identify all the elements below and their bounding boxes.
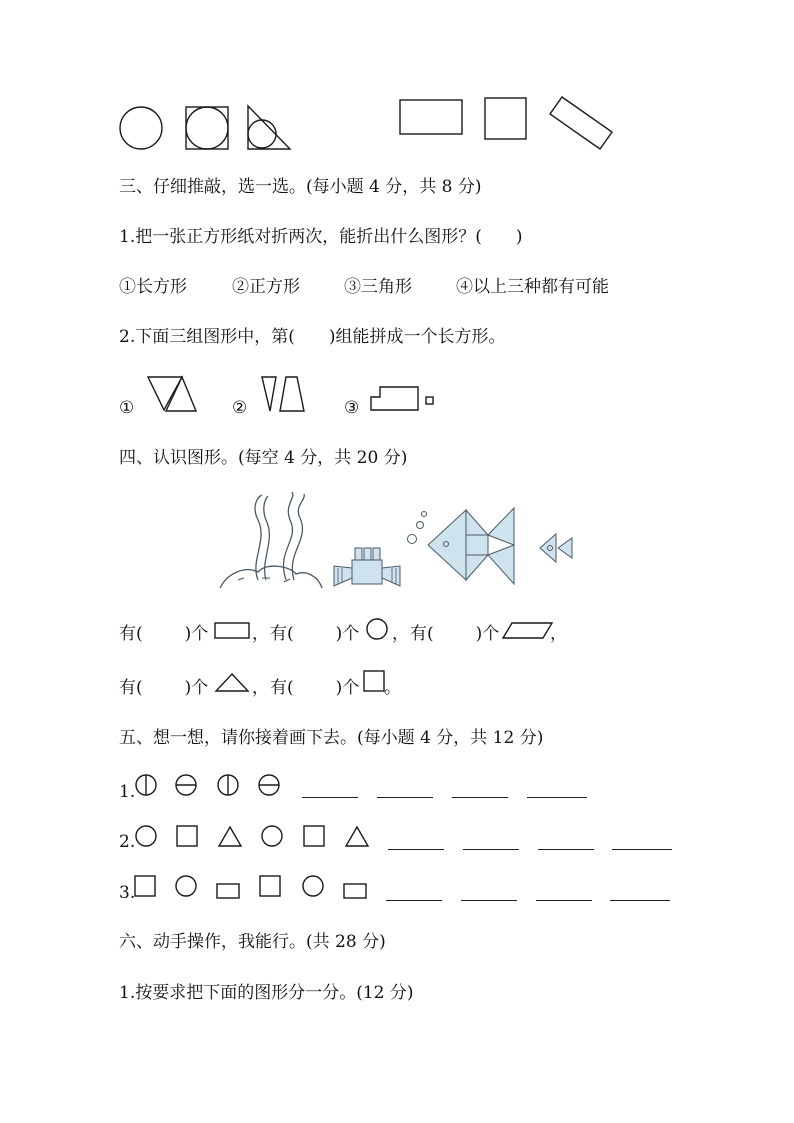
comma-3: ，: [550, 624, 567, 644]
section3-q2: 2.下面三组图形中，第( )组能拼成一个长方形。: [119, 327, 506, 347]
option-3: ③三角形: [344, 277, 412, 297]
option-1: ①长方形: [119, 277, 187, 297]
pattern-3-shapes: [130, 874, 390, 904]
comma-4: ，: [252, 678, 269, 698]
rectangle-shape-icon: [214, 620, 254, 640]
section6-title: 六、动手操作，我能行。(共 28 分): [119, 932, 386, 952]
answer-line[interactable]: [463, 849, 519, 850]
section3-q1: 1.把一张正方形纸对折两次，能折出什么图形？( ): [119, 227, 523, 247]
answer-line[interactable]: [452, 797, 508, 798]
comma-2: ，: [392, 624, 409, 644]
pattern-3-label: 3.: [119, 883, 136, 903]
answer-line[interactable]: [610, 900, 670, 901]
answer-line[interactable]: [388, 849, 444, 850]
option-4: ④以上三种都有可能: [456, 277, 609, 297]
answer-line[interactable]: [536, 900, 592, 901]
section4-title: 四、认识图形。(每空 4 分，共 20 分): [119, 448, 408, 468]
section5-title: 五、想一想，请你接着画下去。(每小题 4 分，共 12 分): [119, 728, 544, 748]
answer-line[interactable]: [386, 900, 442, 901]
count-circle: 有( )个: [270, 624, 360, 644]
count-triangle: 有( )个: [119, 678, 209, 698]
period: 。: [384, 678, 401, 698]
answer-line[interactable]: [527, 797, 587, 798]
pattern-2-label: 2.: [119, 832, 136, 852]
answer-line[interactable]: [538, 849, 594, 850]
circle-shape-icon: [365, 617, 395, 647]
group-marker-2: ②: [232, 398, 248, 418]
count-square: 有( )个: [270, 678, 360, 698]
pattern-2-shapes: [130, 824, 390, 854]
triangle-shape-icon: [214, 672, 254, 696]
group-marker-1: ①: [119, 398, 135, 418]
section6-q1: 1.按要求把下面的图形分一分。(12 分): [119, 983, 414, 1003]
answer-line[interactable]: [302, 797, 358, 798]
count-rect: 有( )个: [119, 624, 209, 644]
answer-line[interactable]: [377, 797, 433, 798]
group-marker-3: ③: [344, 398, 360, 418]
section3-title: 三、仔细推敲，选一选。(每小题 4 分，共 8 分): [119, 177, 482, 197]
pattern-1-shapes: [130, 774, 330, 804]
answer-line[interactable]: [461, 900, 517, 901]
pattern-1-label: 1.: [119, 782, 136, 802]
count-parallelogram: 有( )个: [410, 624, 500, 644]
option-2: ②正方形: [232, 277, 300, 297]
comma-1: ，: [252, 624, 269, 644]
answer-line[interactable]: [612, 849, 672, 850]
